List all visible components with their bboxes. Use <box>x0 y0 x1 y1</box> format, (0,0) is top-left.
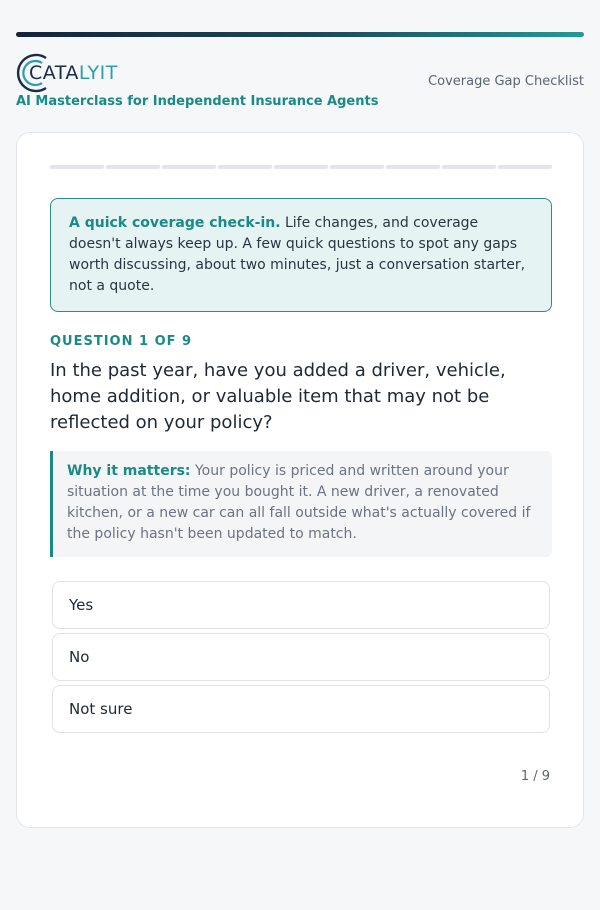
why-text: Your policy is priced and written around your situation at the time you bought it. A new driver, a renovated kitchen, or a new car can all fall outside what's actually covered if the policy hasn't been updated to match. <box>67 463 531 542</box>
logo-text-dark: CATA <box>29 62 79 84</box>
question-counter: 1 / 9 <box>520 769 550 784</box>
intro-lead: A quick coverage check-in. <box>69 215 281 231</box>
checklist-card <box>16 132 584 828</box>
logo-text-light: LYIT <box>78 62 118 84</box>
question-text: In the past year, have you added a driver, vehicle, home addition, or valuable item that may not be reflected on your policy? <box>50 360 506 433</box>
progress-segment <box>498 165 552 169</box>
top-accent-bar <box>16 32 584 37</box>
catalyit-logo <box>16 52 136 94</box>
progress-segment <box>442 165 496 169</box>
progress-segment <box>162 165 216 169</box>
header <box>16 52 584 112</box>
option-no[interactable]: No <box>52 633 550 681</box>
progress-segment <box>50 165 104 169</box>
progress-segment <box>330 165 384 169</box>
progress-segment <box>386 165 440 169</box>
intro-box <box>50 198 552 312</box>
progress-bar <box>50 165 552 169</box>
question-number: QUESTION 1 OF 9 <box>50 334 193 349</box>
intro-body: Life changes, and coverage doesn't always keep up. A few quick questions to spot any gaps worth discussing, about two minutes, just a conversation starter, not a quote. <box>69 215 526 294</box>
logo-wordmark <box>29 62 118 84</box>
page-label: Coverage Gap Checklist <box>428 74 584 89</box>
progress-segment <box>218 165 272 169</box>
progress-segment <box>106 165 160 169</box>
option-yes[interactable]: Yes <box>52 581 550 629</box>
tagline: AI Masterclass for Independent Insurance Agents <box>16 94 379 109</box>
why-label: Why it matters: <box>67 463 191 479</box>
why-it-matters-box <box>50 451 552 557</box>
progress-segment <box>274 165 328 169</box>
option-not-sure[interactable]: Not sure <box>52 685 550 733</box>
